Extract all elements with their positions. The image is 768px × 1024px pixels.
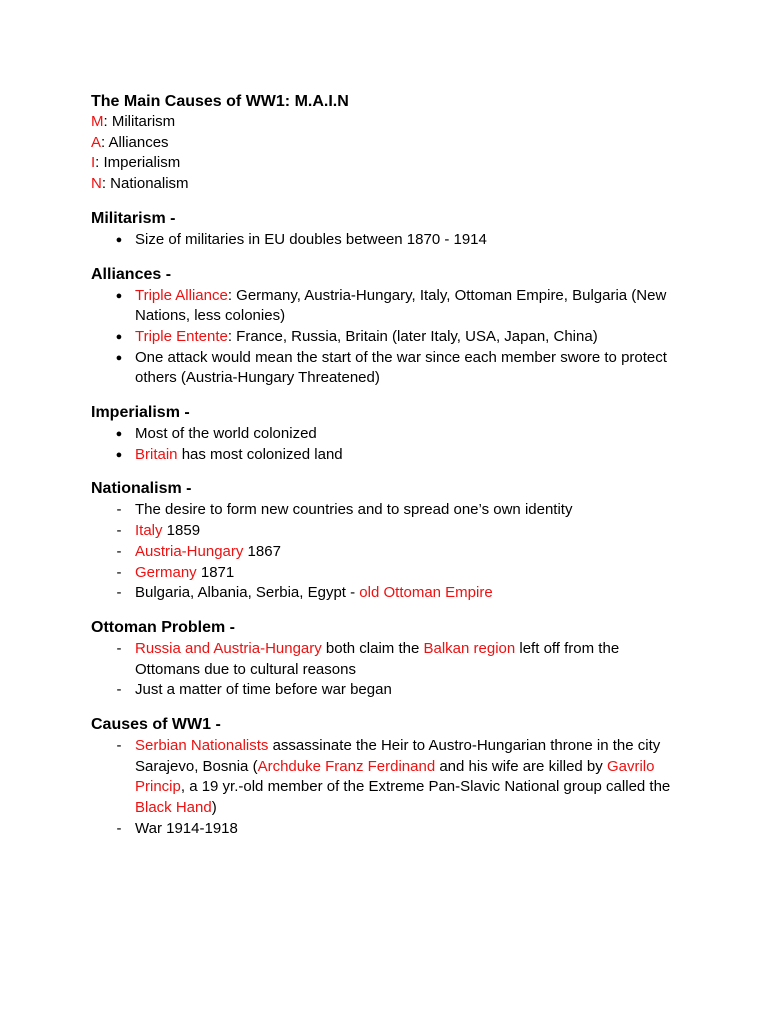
highlighted-term: Britain: [135, 445, 178, 463]
item-text: The desire to form new countries and to spread one’s own identity: [135, 501, 573, 519]
highlighted-term: Serbian Nationalists: [135, 737, 269, 755]
acronym-list: [91, 112, 688, 195]
dash-icon: -: [116, 737, 122, 755]
list-item: [91, 348, 688, 389]
acronym-letter: M: [91, 113, 104, 130]
list-item: [91, 521, 688, 542]
item-text: 1859: [162, 522, 201, 540]
item-text: and his wife are killed by: [435, 757, 607, 775]
section-heading: Militarism -: [91, 209, 176, 227]
highlighted-term: Triple Entente: [135, 327, 228, 345]
document-title: The Main Causes of WW1: M.A.I.N: [91, 93, 349, 110]
list-item: [91, 230, 688, 251]
highlighted-term: Italy: [135, 522, 163, 540]
highlighted-term: Russia and Austria-Hungary: [135, 639, 322, 657]
section: [91, 618, 688, 701]
bullet-icon: ●: [115, 351, 123, 364]
bullet-icon: ●: [115, 448, 123, 461]
list-item: [91, 583, 688, 604]
list-item: [91, 500, 688, 521]
acronym-item: [91, 153, 688, 174]
section: [91, 479, 688, 604]
section: [91, 403, 688, 465]
item-text: : Germany, Austria-Hungary, Italy, Ottoman Empire, Bulgaria (New Nations, less colonies): [135, 286, 667, 325]
bullet-icon: ●: [115, 330, 123, 343]
item-text: Bulgaria, Albania, Serbia, Egypt -: [135, 584, 360, 602]
list-item: [91, 327, 688, 348]
bullet-icon: ●: [115, 233, 123, 246]
section-list: [91, 424, 688, 465]
section-heading: Ottoman Problem -: [91, 618, 236, 636]
item-text: War 1914-1918: [135, 819, 238, 837]
dash-icon: -: [116, 639, 122, 657]
acronym-item: [91, 133, 688, 154]
list-item: [91, 542, 688, 563]
section: [91, 715, 688, 840]
section-list: [91, 286, 688, 390]
item-text: both claim the: [321, 639, 424, 657]
section-heading: Nationalism -: [91, 480, 192, 498]
item-text: Most of the world colonized: [135, 425, 317, 443]
dash-icon: -: [116, 819, 122, 837]
highlighted-term: Balkan region: [423, 639, 516, 657]
dash-icon: -: [116, 542, 122, 560]
list-item: [91, 424, 688, 445]
acronym-word: : Nationalism: [101, 175, 189, 193]
dash-icon: -: [116, 681, 122, 699]
item-text: : France, Russia, Britain (later Italy, USA, Japan, China): [227, 327, 598, 345]
list-item: [91, 680, 688, 701]
item-text: has most colonized land: [177, 445, 343, 463]
item-text: Size of militaries in EU doubles between 1870 - 1914: [135, 230, 487, 248]
item-text: 1871: [196, 563, 235, 581]
acronym-word: : Militarism: [103, 113, 176, 130]
highlighted-term: Black Hand: [135, 799, 212, 817]
section-heading: Causes of WW1 -: [91, 716, 221, 734]
list-item: [91, 819, 688, 840]
acronym-letter: I: [91, 154, 96, 172]
item-text: One attack would mean the start of the war since each member swore to protect others (Austria-Hungary Threatened): [135, 348, 667, 387]
dash-icon: -: [116, 584, 122, 602]
section-list: [91, 230, 688, 251]
highlighted-term: Triple Alliance: [135, 286, 228, 304]
sections-container: [91, 209, 688, 840]
list-item: [91, 563, 688, 584]
highlighted-term: Austria-Hungary: [135, 542, 244, 560]
item-text: Just a matter of time before war began: [135, 681, 392, 699]
acronym-item: [91, 174, 688, 195]
item-text: , a 19 yr.-old member of the Extreme Pan-Slavic National group called the: [180, 778, 671, 796]
bullet-icon: ●: [115, 428, 123, 441]
item-text: 1867: [243, 542, 281, 560]
list-item: [91, 736, 688, 819]
section-list: [91, 639, 688, 701]
acronym-letter: N: [91, 175, 102, 193]
highlighted-term: Germany: [135, 563, 197, 581]
list-item: [91, 445, 688, 466]
section: [91, 209, 688, 251]
section-heading: Imperialism -: [91, 404, 190, 422]
bullet-icon: ●: [115, 289, 123, 302]
section: [91, 265, 688, 390]
highlighted-term: Archduke Franz Ferdinand: [257, 757, 436, 775]
list-item: [91, 286, 688, 327]
section-list: [91, 736, 688, 840]
highlighted-term: Gavrilo Princip: [135, 757, 655, 796]
section-list: [91, 500, 688, 604]
dash-icon: -: [116, 501, 122, 519]
dash-icon: -: [116, 563, 122, 581]
acronym-letter: A: [91, 133, 102, 151]
section-heading: Alliances -: [91, 265, 172, 283]
item-text: ): [211, 799, 217, 817]
list-item: [91, 639, 688, 680]
highlighted-term: old Ottoman Empire: [359, 584, 493, 602]
acronym-item: [91, 112, 688, 133]
item-text: assassinate the Heir to Austro-Hungarian throne in the city Sarajevo, Bosnia (: [135, 737, 661, 775]
acronym-word: : Imperialism: [95, 154, 181, 172]
dash-icon: -: [116, 522, 122, 540]
acronym-word: : Alliances: [101, 133, 169, 151]
item-text: left off from the Ottomans due to cultural reasons: [135, 639, 620, 678]
